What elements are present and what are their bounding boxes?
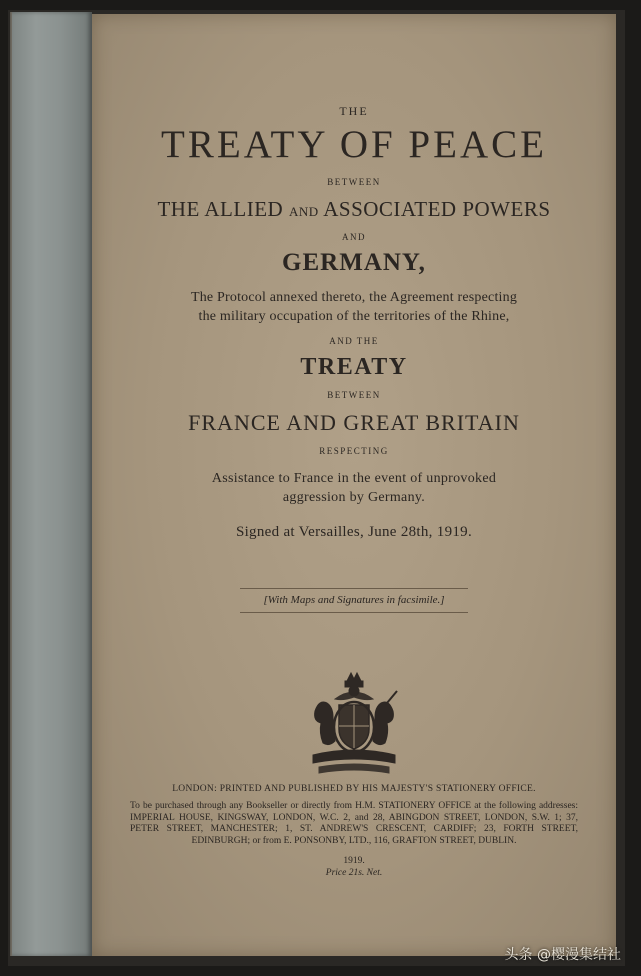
france-great-britain-heading: FRANCE AND GREAT BRITAIN: [188, 410, 520, 435]
between-label-2: BETWEEN: [327, 390, 381, 400]
allied-powers-heading: [92, 197, 616, 222]
and-the-label: AND THE: [329, 336, 379, 346]
assistance-text: [92, 469, 616, 507]
publication-year: 1919.: [343, 856, 365, 866]
maps-note: [With Maps and Signatures in facsimile.]: [263, 594, 445, 606]
assistance-line-1: Assistance to France in the event of unprovoked: [211, 471, 497, 486]
royal-coat-of-arms-icon: [305, 671, 403, 775]
divider-bottom: [240, 612, 468, 613]
price-line: Price 21s. Net.: [325, 868, 383, 878]
watermark: 头条 @樱漫集结社: [504, 947, 621, 963]
germany-heading: GERMANY,: [282, 249, 426, 276]
associated-powers-text: ASSOCIATED POWERS: [323, 197, 551, 221]
main-title: TREATY OF PEACE: [161, 123, 547, 166]
treaty-heading: TREATY: [300, 354, 408, 380]
and-label: AND: [342, 232, 366, 242]
divider-top: [240, 588, 468, 589]
allied-text: THE ALLIED: [157, 197, 284, 221]
assistance-line-2: aggression by Germany.: [282, 490, 426, 505]
book-cover: [92, 14, 616, 956]
protocol-text: [92, 288, 616, 326]
purchase-info: To be purchased through any Bookseller or directly from H.M. STATIONERY OFFICE at the following addresses: IMPERIAL HOUSE, KINGSWAY, LONDON, W.C. 2, and 28, ABINGDON STREET, LONDON, S.W. 1; 37, PETER STREET, MANCHESTER; 1, ST. ANDREW'S CRESCENT, CARDIFF; 23, FORTH STREET, EDINBURGH; or from E. PONSONBY, LTD., 116, GRAFTON STREET, DUBLIN.: [130, 801, 578, 846]
title-the: THE: [339, 104, 369, 118]
book-spine: [12, 12, 92, 956]
protocol-line-1: The Protocol annexed thereto, the Agreement respecting: [190, 290, 518, 305]
printer-line: LONDON: PRINTED AND PUBLISHED BY HIS MAJESTY'S STATIONERY OFFICE.: [172, 784, 536, 794]
protocol-line-2: the military occupation of the territories of the Rhine,: [198, 309, 510, 324]
between-label-1: BETWEEN: [327, 177, 381, 187]
signed-line: Signed at Versailles, June 28th, 1919.: [235, 524, 473, 540]
and-connector: AND: [288, 204, 319, 219]
respecting-label: RESPECTING: [319, 446, 389, 456]
